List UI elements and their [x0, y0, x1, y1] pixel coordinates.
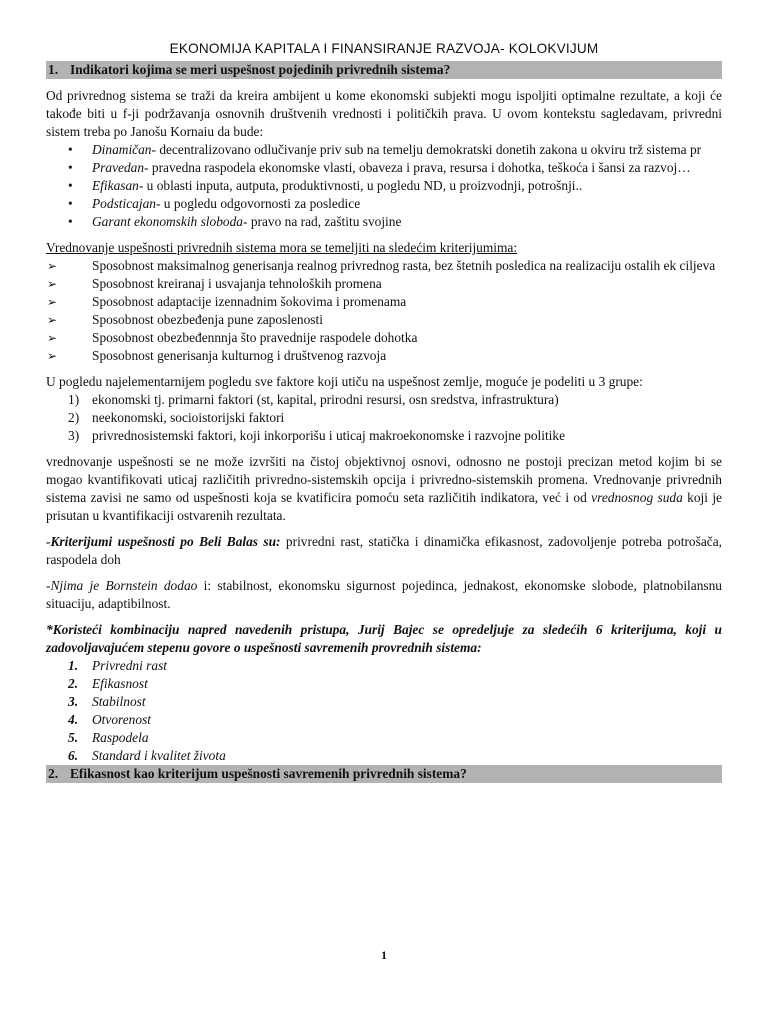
list-item [46, 729, 722, 747]
list-item [46, 275, 722, 293]
list-item [46, 747, 722, 765]
list-number: 2. [68, 676, 79, 691]
bornstein-paragraph [46, 577, 722, 613]
document-page [46, 40, 722, 783]
list-item [46, 711, 722, 729]
arrow-bullet-icon: ➢ [47, 313, 58, 327]
criteria-intro: Vrednovanje uspešnosti privrednih sistema mora se temeljiti na sledećim kriterijumima: [46, 240, 518, 255]
bullet-icon: • [68, 160, 73, 175]
list-item [46, 195, 722, 213]
balas-label: -Kriterijumi uspešnosti po Beli Balas su: [46, 534, 281, 549]
section-number: 1. [48, 62, 59, 77]
bullet-icon: • [68, 178, 73, 193]
bullet-icon: • [68, 196, 73, 211]
list-number: 6. [68, 748, 79, 763]
group-text: ekonomski tj. primarni faktori (st, kapital, prirodni resursi, osn sredstva, infrastruktura) [92, 392, 559, 407]
document-title: EKONOMIJA KAPITALA I FINANSIRANJE RAZVOJA- KOLOKVIJUM [169, 41, 599, 56]
bullet-icon: • [68, 214, 73, 229]
bullet-icon: • [68, 142, 73, 157]
bullet-text: u oblasti inputa, autputa, produktivnosti, u pogledu ND, u proizvodnji, potrošnji.. [143, 178, 583, 193]
balas-paragraph [46, 533, 722, 569]
list-item [46, 427, 722, 445]
bullet-term: Podsticajan- [92, 196, 161, 211]
list-item [46, 347, 722, 365]
bajec-paragraph: *Koristeći kombinaciju napred navedenih pristupa, Jurij Bajec se opredeljuje za sledećih 6 kriterijuma, koji u zadovoljavajućem stepenu govore o uspešnosti savremenih provrednih sistema: [46, 622, 722, 655]
balas-text: privredni rast, statička i dinamička efikasnost, zadovoljenje potreba potrošača, raspodela doh [46, 534, 722, 567]
list-item [46, 391, 722, 409]
list-number: 5. [68, 730, 79, 745]
criteria-text: Sposobnost obezbeđennnja što pravednije raspodele dohotka [92, 330, 418, 345]
list-item [46, 693, 722, 711]
six-criteria-list [46, 657, 722, 765]
criteria-text: Sposobnost obezbeđenja pune zaposlenosti [92, 312, 323, 327]
list-number: 3) [68, 428, 80, 443]
criterion-text: Raspodela [92, 730, 149, 745]
bullet-term: Pravedan- [92, 160, 149, 175]
groups-list [46, 391, 722, 445]
evaluation-paragraph [46, 453, 722, 525]
group-text: privrednosistemski faktori, koji inkorporišu i uticaj makroekonomske i razvojne politike [92, 428, 566, 443]
list-number: 4. [68, 712, 79, 727]
list-item [46, 213, 722, 231]
section-number: 2. [48, 766, 59, 781]
list-item [46, 141, 722, 159]
list-number: 3. [68, 694, 79, 709]
list-number: 1) [68, 392, 80, 407]
section-heading-2 [46, 765, 722, 783]
bullet-text: decentralizovano odlučivanje priv sub na temelju demokratski donetih zakona u okviru trž sistema pr [155, 142, 702, 157]
list-number: 1. [68, 658, 79, 673]
criteria-text: Sposobnost adaptacije izennadnim šokovima i promenama [92, 294, 407, 309]
bullet-term: Efikasan- [92, 178, 144, 193]
kornai-bullet-list [46, 141, 722, 231]
criteria-text: Sposobnost kreiranaj i usvajanja tehnoloških promena [92, 276, 382, 291]
arrow-bullet-icon: ➢ [47, 295, 58, 309]
list-item [46, 311, 722, 329]
list-item [46, 177, 722, 195]
list-item [46, 159, 722, 177]
section-heading-1 [46, 61, 722, 79]
criterion-text: Privredni rast [92, 658, 168, 673]
groups-intro: U pogledu najelementarnijem pogledu sve faktore koji utiču na uspešnost zemlje, moguće je podeliti u 3 grupe: [46, 374, 643, 389]
list-number: 2) [68, 410, 80, 425]
list-item [46, 257, 722, 275]
bornstein-label: -Njima je Bornstein dodao [46, 578, 198, 593]
criterion-text: Efikasnost [92, 676, 148, 691]
criteria-arrow-list [46, 257, 722, 365]
arrow-bullet-icon: ➢ [47, 259, 58, 273]
intro-paragraph: Od privrednog sistema se traži da kreira ambijent u kome ekonomski subjekti mogu ispoljiti optimalne rezultate, a koji će takođe biti u f-ji podržavanja osnovnih društvenih vrednosti i političkih prava. U ovom kontekstu sagledavam, privredni sistem treba po Janošu Kornaiu da bude: [46, 88, 722, 139]
bullet-text: pravo na rad, zaštitu svojine [247, 214, 402, 229]
arrow-bullet-icon: ➢ [47, 331, 58, 345]
list-item [46, 675, 722, 693]
bornstein-text: i: stabilnost, ekonomsku sigurnost pojedinca, jednakost, ekonomske slobode, platnobilansnu situaciju, adaptibilnost. [46, 578, 722, 611]
criteria-text: Sposobnost generisanja kulturnog i društvenog razvoja [92, 348, 387, 363]
eval-text-end: koji je prisutan u kvantifikaciji ostvarenih rezultata. [46, 490, 722, 523]
list-item [46, 293, 722, 311]
bullet-text: u pogledu odgovornosti za posledice [160, 196, 361, 211]
arrow-bullet-icon: ➢ [47, 277, 58, 291]
bullet-text: pravedna raspodela ekonomske vlasti, obaveza i prava, resursa i dohotka, teškoća i šansi za razvoj… [148, 160, 691, 175]
group-text: neekonomski, socioistorijski faktori [92, 410, 285, 425]
list-item [46, 657, 722, 675]
list-item [46, 329, 722, 347]
eval-text: vrednovanje uspešnosti se ne može izvršiti na čistoj objektivnoj osnovi, odnosno ne postoji precizan metod kojim bi se mogao kvantifikovati uticaj različitih privredno-sistemskih opcija i privredno-sistemskih promena. Vrednovanje privrednih sistema zavisi ne samo od uspešnosti koja se kvatificira pomoću seta različitih indikatora, već i od [46, 454, 722, 505]
eval-emphasis: vrednosnog suda [591, 490, 683, 505]
list-item [46, 409, 722, 427]
bullet-term: Garant ekonomskih sloboda- [92, 214, 248, 229]
criterion-text: Otvorenost [92, 712, 152, 727]
criterion-text: Stabilnost [92, 694, 146, 709]
section-heading-text: Efikasnost kao kriterijum uspešnosti savremenih privrednih sistema? [70, 766, 467, 781]
criterion-text: Standard i kvalitet života [92, 748, 226, 763]
arrow-bullet-icon: ➢ [47, 349, 58, 363]
bullet-term: Dinamičan- [92, 142, 156, 157]
page-number: 1 [381, 948, 387, 962]
section-heading-text: Indikatori kojima se meri uspešnost pojedinih privrednih sistema? [70, 62, 451, 77]
criteria-text: Sposobnost maksimalnog generisanja realnog privrednog rasta, bez štetnih posledica na realizaciju ostalih ek ciljeva [92, 258, 716, 273]
